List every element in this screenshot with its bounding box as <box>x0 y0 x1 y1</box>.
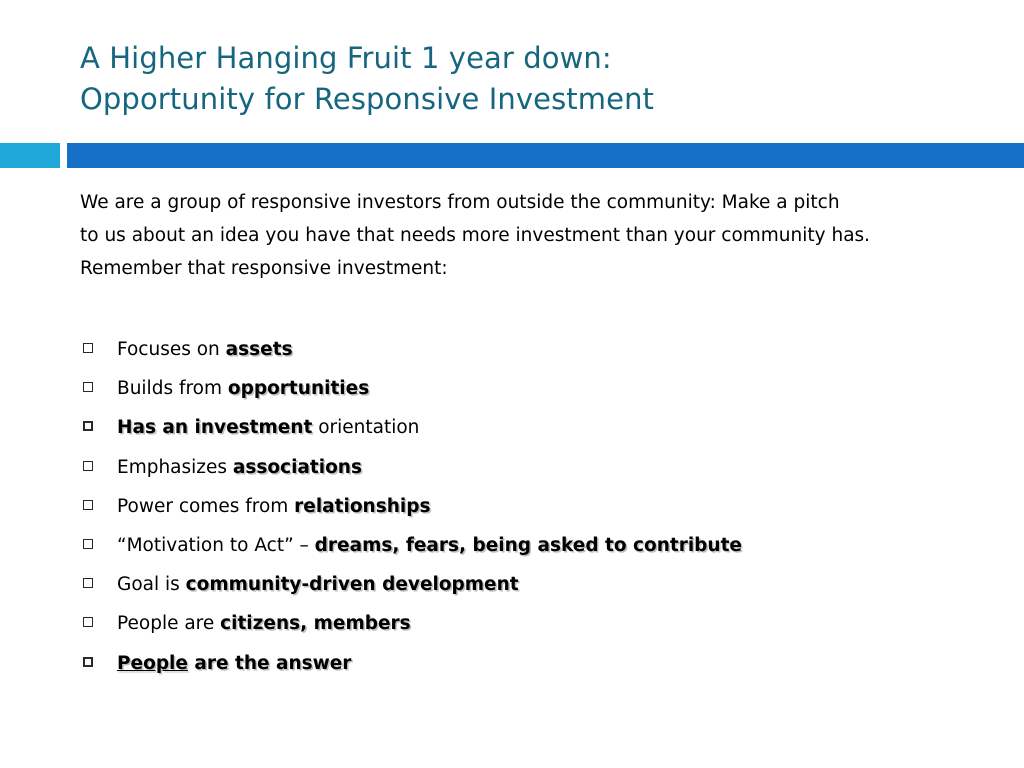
square-bullet-icon <box>83 657 93 667</box>
bullet-text: Emphasizes <box>117 456 233 478</box>
square-bullet-icon <box>83 578 93 588</box>
bullet-emphasis: associations <box>232 456 362 478</box>
bullet-emphasis: community-driven development <box>185 574 519 596</box>
bullet-text: Focuses on <box>117 339 226 360</box>
intro-line-3: Remember that responsive investment: <box>80 258 448 279</box>
bullet-emphasis: are the answer <box>187 652 352 674</box>
bullet-text: People are <box>117 613 221 635</box>
intro-line-1: We are a group of responsive investors from outside the community: Make a pitch <box>80 192 840 213</box>
bullet-emphasis: opportunities <box>227 378 370 400</box>
bullet-item <box>80 604 980 643</box>
bullet-emphasis: assets <box>225 339 293 360</box>
square-bullet-icon <box>83 500 93 510</box>
title-line-2: Opportunity for Responsive Investment <box>80 82 655 116</box>
bullet-item <box>80 448 980 487</box>
title-line-1: A Higher Hanging Fruit 1 year down: <box>80 41 612 75</box>
intro-paragraph <box>80 186 980 285</box>
bullet-text: Builds from <box>117 378 228 400</box>
bullet-item <box>80 369 980 408</box>
bullet-emphasis-underlined: People <box>117 652 188 674</box>
slide-title <box>80 38 1000 120</box>
bullet-emphasis: relationships <box>294 495 431 517</box>
square-bullet-icon <box>83 539 93 549</box>
accent-band-right <box>67 143 1024 168</box>
bullet-emphasis: dreams, fears, being asked to contribute <box>314 534 742 556</box>
bullet-emphasis: Has an investment <box>117 417 313 439</box>
accent-band-left <box>0 143 60 168</box>
bullet-item <box>80 565 980 604</box>
square-bullet-icon <box>83 421 93 431</box>
square-bullet-icon <box>83 617 93 627</box>
square-bullet-icon <box>83 461 93 471</box>
bullet-text: orientation <box>312 417 420 439</box>
bullet-text: “Motivation to Act” – <box>117 534 315 556</box>
bullet-item <box>80 644 980 683</box>
intro-line-2: to us about an idea you have that needs more investment than your community has. <box>80 225 871 246</box>
square-bullet-icon <box>83 382 93 392</box>
bullet-item <box>80 408 980 447</box>
bullet-item <box>80 526 980 565</box>
bullet-emphasis: citizens, members <box>220 613 411 635</box>
bullet-item <box>80 330 980 369</box>
bullet-text: Power comes from <box>117 495 295 517</box>
bullet-list <box>80 330 980 683</box>
bullet-text: Goal is <box>117 574 186 596</box>
bullet-item <box>80 487 980 526</box>
square-bullet-icon <box>83 343 93 353</box>
